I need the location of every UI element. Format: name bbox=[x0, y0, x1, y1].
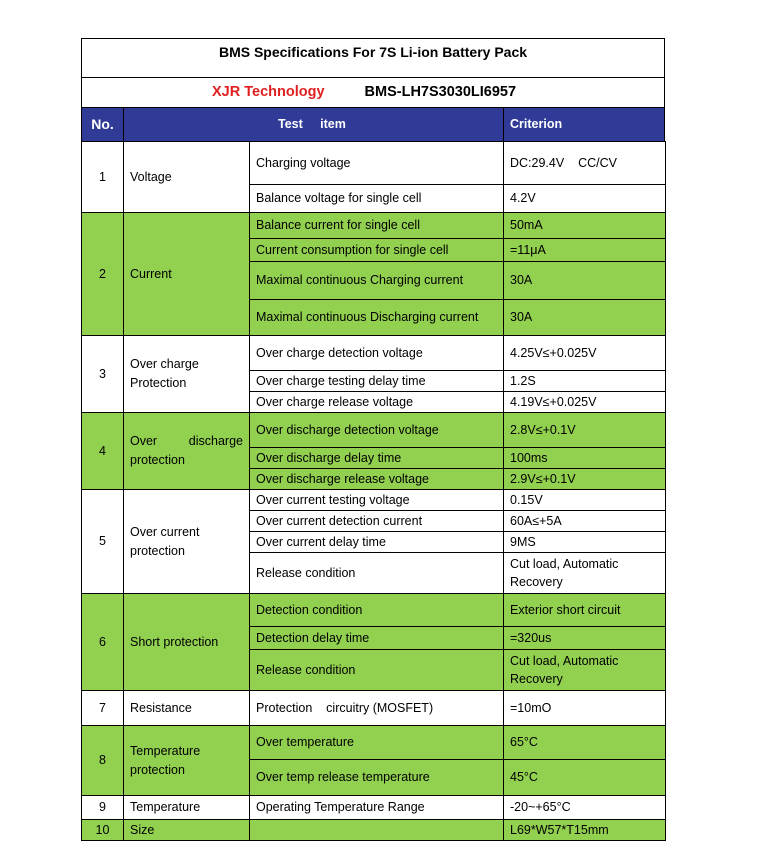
criterion-value: =320us bbox=[503, 626, 666, 650]
criterion-value: 2.8V≤+0.1V bbox=[503, 412, 666, 448]
criterion-value: 30A bbox=[503, 299, 666, 336]
criterion-value: =11μA bbox=[503, 238, 666, 262]
test-item: Over temp release temperature bbox=[249, 759, 504, 796]
model-number: BMS-LH7S3030LI6957 bbox=[364, 83, 517, 100]
row-category: Temperature protection bbox=[123, 725, 250, 796]
criterion-value: 100ms bbox=[503, 447, 666, 469]
criterion-value: 45°C bbox=[503, 759, 666, 796]
criterion-value: Cut load, Automatic Recovery bbox=[503, 552, 666, 594]
test-item: Operating Temperature Range bbox=[249, 795, 504, 820]
test-item: Over discharge detection voltage bbox=[249, 412, 504, 448]
row-number: 2 bbox=[81, 212, 124, 336]
criterion-value: 2.9V≤+0.1V bbox=[503, 468, 666, 490]
sheet-title: BMS Specifications For 7S Li-ion Battery Pack bbox=[81, 38, 665, 78]
test-item: Release condition bbox=[249, 552, 504, 594]
criterion-value: =10mO bbox=[503, 690, 666, 726]
test-item: Balance voltage for single cell bbox=[249, 184, 504, 213]
test-item: Over charge release voltage bbox=[249, 391, 504, 413]
test-item: Over discharge release voltage bbox=[249, 468, 504, 490]
criterion-value: 9MS bbox=[503, 531, 666, 553]
test-item: Detection condition bbox=[249, 593, 504, 627]
criterion-value: DC:29.4V CC/CV bbox=[503, 141, 666, 185]
company-name: XJR Technology bbox=[212, 83, 325, 100]
row-category: Over current protection bbox=[123, 489, 250, 594]
row-number: 5 bbox=[81, 489, 124, 594]
criterion-value: Cut load, Automatic Recovery bbox=[503, 649, 666, 691]
row-category: Size bbox=[123, 819, 250, 841]
company-row bbox=[81, 77, 665, 108]
header-test-item: Test item bbox=[123, 107, 504, 142]
criterion-value: 4.25V≤+0.025V bbox=[503, 335, 666, 371]
test-item: Over discharge delay time bbox=[249, 447, 504, 469]
test-item: Maximal continuous Discharging current bbox=[249, 299, 504, 336]
criterion-value: 60A≤+5A bbox=[503, 510, 666, 532]
row-number: 9 bbox=[81, 795, 124, 820]
criterion-value: 65°C bbox=[503, 725, 666, 760]
criterion-value: 4.2V bbox=[503, 184, 666, 213]
row-number: 3 bbox=[81, 335, 124, 413]
criterion-value: Exterior short circuit bbox=[503, 593, 666, 627]
test-item: Over temperature bbox=[249, 725, 504, 760]
header-criterion: Criterion bbox=[503, 107, 665, 142]
row-number: 6 bbox=[81, 593, 124, 691]
test-item: Charging voltage bbox=[249, 141, 504, 185]
row-number: 4 bbox=[81, 412, 124, 490]
test-item: Release condition bbox=[249, 649, 504, 691]
test-item: Over charge testing delay time bbox=[249, 370, 504, 392]
test-item: Over current detection current bbox=[249, 510, 504, 532]
criterion-value: 4.19V≤+0.025V bbox=[503, 391, 666, 413]
row-number: 8 bbox=[81, 725, 124, 796]
criterion-value: L69*W57*T15mm bbox=[503, 819, 666, 841]
row-category: Short protection bbox=[123, 593, 250, 691]
row-category: Over discharge protection bbox=[123, 412, 250, 490]
test-item bbox=[249, 819, 504, 841]
row-category: Current bbox=[123, 212, 250, 336]
criterion-value: 50mA bbox=[503, 212, 666, 239]
criterion-value: 1.2S bbox=[503, 370, 666, 392]
test-item: Protection circuitry (MOSFET) bbox=[249, 690, 504, 726]
spec-sheet bbox=[81, 38, 665, 840]
row-number: 10 bbox=[81, 819, 124, 841]
criterion-value: 30A bbox=[503, 261, 666, 300]
row-category: Voltage bbox=[123, 141, 250, 213]
test-item: Current consumption for single cell bbox=[249, 238, 504, 262]
criterion-value: 0.15V bbox=[503, 489, 666, 511]
criterion-value: -20~+65°C bbox=[503, 795, 666, 820]
test-item: Over current testing voltage bbox=[249, 489, 504, 511]
row-category: Resistance bbox=[123, 690, 250, 726]
row-number: 1 bbox=[81, 141, 124, 213]
header-no: No. bbox=[81, 107, 124, 142]
test-item: Maximal continuous Charging current bbox=[249, 261, 504, 300]
test-item: Balance current for single cell bbox=[249, 212, 504, 239]
row-number: 7 bbox=[81, 690, 124, 726]
row-category: Over charge Protection bbox=[123, 335, 250, 413]
test-item: Over charge detection voltage bbox=[249, 335, 504, 371]
test-item: Over current delay time bbox=[249, 531, 504, 553]
row-category: Temperature bbox=[123, 795, 250, 820]
test-item: Detection delay time bbox=[249, 626, 504, 650]
